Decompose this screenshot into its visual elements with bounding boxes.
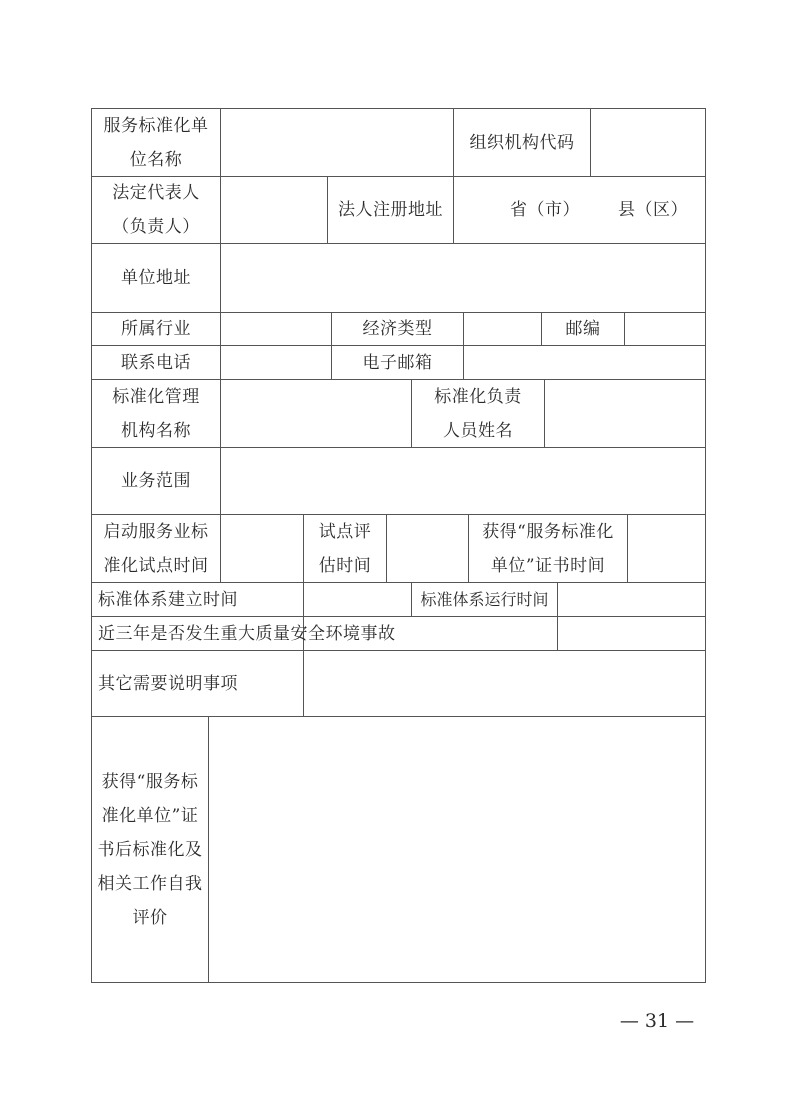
industry-field[interactable]: [221, 313, 331, 345]
system-run-time-field[interactable]: [558, 583, 705, 616]
form-border-bottom: [91, 982, 706, 983]
page-number: — 31 —: [619, 1010, 695, 1032]
std-mgmt-org-field[interactable]: [221, 380, 411, 447]
other-notes-label: 其它需要说明事项: [98, 673, 238, 694]
std-person-field[interactable]: [545, 380, 705, 447]
reg-address-label: 法人注册地址: [338, 200, 443, 220]
pilot-start-time-label: 启动服务业标 准化试点时间: [103, 521, 209, 576]
other-notes-field[interactable]: [304, 651, 705, 716]
legal-rep-field[interactable]: [221, 177, 327, 243]
form-border-right: [705, 108, 706, 983]
pilot-start-time-field[interactable]: [221, 515, 303, 582]
cert-time-field[interactable]: [628, 515, 705, 582]
postcode-label: 邮编: [565, 319, 601, 339]
accident-answer-field[interactable]: [558, 617, 705, 650]
self-eval-field[interactable]: [209, 717, 705, 982]
postcode-field[interactable]: [625, 313, 705, 345]
std-person-label: 标准化负责 人员姓名: [434, 386, 522, 441]
system-build-time-field[interactable]: [304, 583, 411, 616]
cert-time-label: 获得“服务标准化 单位”证书时间: [482, 521, 614, 576]
system-build-time-label: 标准体系建立时间: [98, 589, 238, 610]
pilot-eval-time-label: 试点评 估时间: [318, 521, 372, 576]
county-district-label[interactable]: 县（区）: [618, 200, 688, 220]
phone-field[interactable]: [221, 346, 331, 379]
economy-type-label: 经济类型: [362, 319, 433, 339]
system-run-time-label: 标准体系运行时间: [420, 589, 549, 609]
self-eval-label: 获得“服务标 准化单位”证 书后标准化及 相关工作自我 评价: [97, 771, 203, 928]
economy-type-field[interactable]: [464, 313, 541, 345]
unit-address-field[interactable]: [221, 244, 705, 312]
unit-name-field[interactable]: [221, 109, 453, 176]
email-field[interactable]: [464, 346, 705, 379]
business-scope-field[interactable]: [221, 448, 705, 514]
org-code-label: 组织机构代码: [469, 132, 575, 153]
pilot-eval-time-field[interactable]: [387, 515, 468, 582]
industry-label: 所属行业: [121, 319, 191, 339]
legal-rep-label: 法定代表人 （负责人）: [112, 183, 200, 237]
org-code-field[interactable]: [591, 109, 705, 176]
std-mgmt-org-label: 标准化管理 机构名称: [112, 386, 200, 441]
unit-address-label: 单位地址: [121, 268, 191, 288]
email-label: 电子邮箱: [362, 352, 433, 373]
business-scope-label: 业务范围: [121, 471, 191, 491]
province-city-label[interactable]: 省（市）: [510, 200, 580, 220]
unit-name-label: 服务标准化单 位名称: [103, 115, 209, 170]
phone-label: 联系电话: [121, 352, 191, 373]
accident-question-label: 近三年是否发生重大质量安全环境事故: [98, 623, 396, 644]
